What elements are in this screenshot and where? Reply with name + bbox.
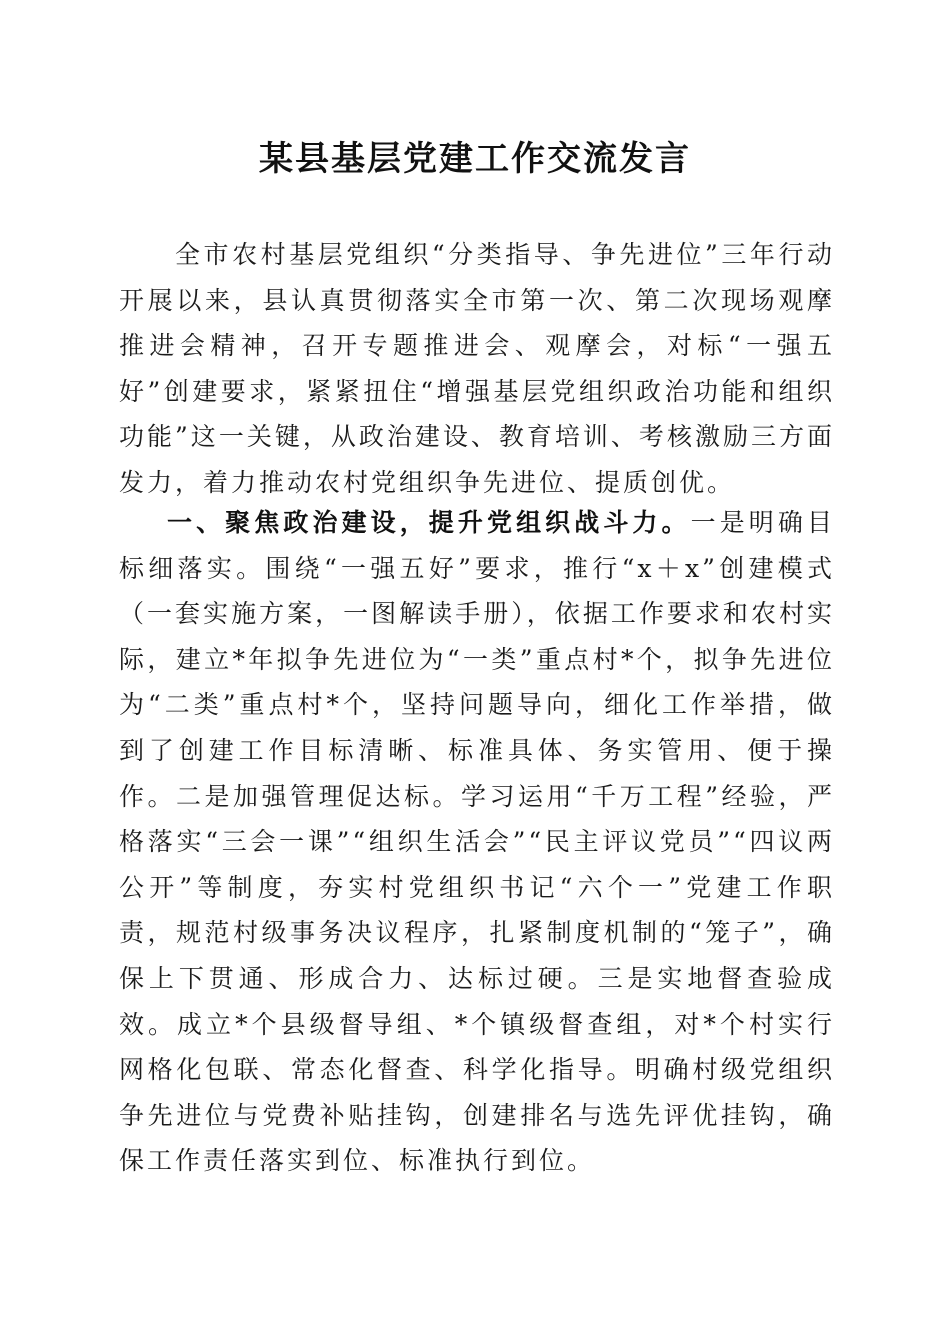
intro-paragraph: 全市农村基层党组织“分类指导、争先进位”三年行动开展以来，县认真贯彻落实全市第一次、第二次现场观摩推进会精神，召开专题推进会、观摩会，对标“一强五好”创建要求，紧紧扭住“增强基层党组织政治功能和组织功能”这一关键，从政治建设、教育培训、考核激励三方面发力，着力推动农村党组织争先进位、提质创优。 bbox=[119, 240, 835, 497]
section-1-heading: 一、聚焦政治建设，提升党组织战斗力。 bbox=[167, 508, 691, 537]
section-1-body: 一是明确目标细落实。围绕“一强五好”要求，推行“x＋x”创建模式（一套实施方案，一图解读手册），依据工作要求和农村实际，建立*年拟争先进位为“一类”重点村*个，拟争先进位为“二类”重点村*个，坚持问题导向，细化工作举措，做到了创建工作目标清晰、标准具体、务实管用、便于操作。二是加强管理促达标。学习运用“千万工程”经验，严格落实“三会一课”“组织生活会”“民主评议党员”“四议两公开”等制度，夯实村党组织书记“六个一”党建工作职责，规范村级事务决议程序，扎紧制度机制的“笼子”，确保上下贯通、形成合力、达标过硬。三是实地督查验成效。成立*个县级督导组、*个镇级督查组，对*个村实行网格化包联、常态化督查、科学化指导。明确村级党组织争先进位与党费补贴挂钩，创建排名与选先评优挂钩，确保工作责任落实到位、标准执行到位。 bbox=[119, 508, 835, 1176]
document-title: 某县基层党建工作交流发言 bbox=[259, 139, 691, 179]
section-1-paragraph bbox=[119, 500, 835, 1184]
